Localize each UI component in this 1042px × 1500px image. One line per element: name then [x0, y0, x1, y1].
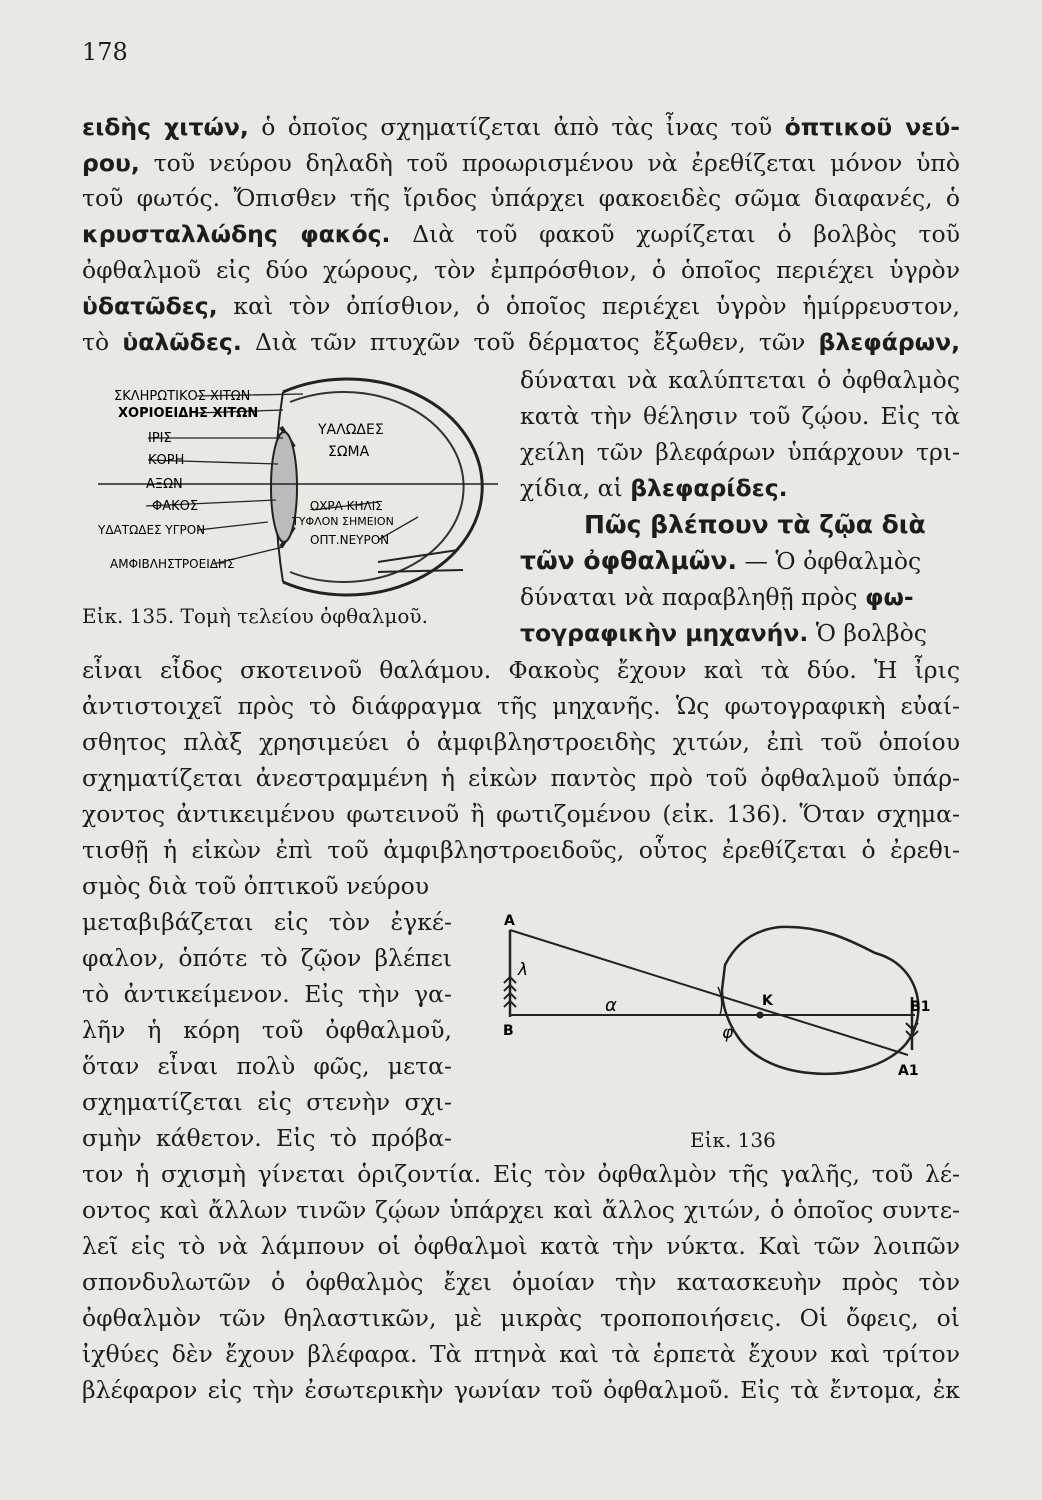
label-vitreous-1: ΥΑΛΩΔΕΣ: [318, 422, 384, 438]
text-line: σθητος πλὰξ χρησιμεύει ὁ ἀμφιβληστροειδὴς χιτών, ἐπὶ τοῦ ὁποίου: [82, 728, 960, 756]
text-line: δύναται νὰ καλύπτεται ὁ ὀφθαλμὸς: [520, 366, 960, 394]
sclera-outline: [283, 379, 482, 595]
text-line: σχηματίζεται ἀνεστραμμένη ἡ εἰκὼν παντὸς πρὸ τοῦ ὀφθαλμοῦ ὑπάρ-: [82, 764, 960, 792]
text-line: ὅταν εἶναι πολὺ φῶς, μετα-: [82, 1052, 452, 1080]
point-k: [757, 1012, 764, 1019]
text-line: τον ἡ σχισμὴ γίνεται ὁριζοντία. Εἰς τὸν ὀφθαλμὸν τῆς γαλῆς, τοῦ λέ-: [82, 1160, 960, 1188]
text-line: βλέφαρον εἰς τὴν ἐσωτερικὴν γωνίαν τοῦ ὀφθαλμοῦ. Εἰς τὰ ἔντομα, ἐκ: [82, 1376, 960, 1404]
label-k: K: [762, 993, 773, 1009]
text-line: ειδὴς χιτών, ὁ ὁποῖος σχηματίζεται ἀπὸ τὰς ἶνας τοῦ ὀπτικοῦ νεύ-: [82, 113, 960, 141]
label-blind-spot: ΤΥΦΛΟΝ ΣΗΜΕΙΟΝ: [292, 515, 394, 528]
label-aqueous: ΥΔΑΤΩΔΕΣ ΥΓΡΟΝ: [98, 523, 206, 537]
label-lens: ΦΑΚΟΣ: [152, 499, 199, 514]
label-lambda: λ: [518, 960, 529, 980]
label-b1: B1: [910, 999, 931, 1015]
text-line: σμὴν κάθετον. Εἰς τὸ πρόβα-: [82, 1124, 452, 1152]
section-heading: Πῶς βλέπουν τὰ ζῷα διὰ: [584, 510, 926, 539]
text-line: χίδια, αἱ βλεφαρίδες.: [520, 474, 788, 502]
text-line: ὀφθαλμὸν τῶν θηλαστικῶν, μὲ μικρὰς τροποποιήσεις. Οἱ ὄφεις, οἱ: [82, 1304, 960, 1332]
label-retina: ΑΜΦΙΒΛΗΣΤΡΟΕΙΔΗΣ: [110, 557, 235, 571]
text-line: εἶναι εἶδος σκοτεινοῦ θαλάμου. Φακοὺς ἔχουν καὶ τὰ δύο. Ἡ ἶρις: [82, 656, 960, 684]
figure-136: [490, 905, 960, 1085]
text-line: τὸ ὑαλῶδες. Διὰ τῶν πτυχῶν τοῦ δέρματος ἔξωθεν, τῶν βλεφάρων,: [82, 328, 961, 356]
text-line: λεῖ εἰς τὸ νὰ λάμπουν οἱ ὀφθαλμοὶ κατὰ τὴν νύκτα. Καὶ τῶν λοιπῶν: [82, 1232, 960, 1260]
label-macula: ΩΧΡΑ ΚΗΛΙΣ: [310, 499, 383, 513]
text-line: τισθῇ ἡ εἰκὼν ἐπὶ τοῦ ἀμφιβληστροειδοῦς, οὗτος ἐρεθίζεται ὁ ἐρεθι-: [82, 836, 960, 864]
ray-a-a1: [510, 930, 908, 1055]
text-line: τογραφικὴν μηχανήν. Ὁ βολβὸς: [520, 619, 927, 647]
label-vitreous-2: ΣΩΜΑ: [328, 444, 370, 460]
label-alpha: α: [605, 995, 617, 1016]
label-b: B: [503, 1023, 514, 1039]
text-line: ρου, τοῦ νεύρου δηλαδὴ τοῦ προωρισμένου νὰ ἐρεθίζεται μόνον ὑπὸ: [82, 149, 960, 177]
label-optic-nerve: ΟΠΤ.ΝΕΥΡΟΝ: [310, 533, 390, 547]
label-a: A: [504, 913, 515, 929]
text-line: δύναται νὰ παραβληθῇ πρὸς φω-: [520, 583, 914, 611]
figure-135: [78, 372, 508, 612]
figure-136-caption: Εἰκ. 136: [690, 1128, 776, 1152]
text-line: κατὰ τὴν θέλησιν τοῦ ζῴου. Εἰς τὰ: [520, 402, 960, 430]
text-line: μεταβιβάζεται εἰς τὸν ἐγκέ-: [82, 908, 452, 936]
text-line: λῆν ἡ κόρη τοῦ ὀφθαλμοῦ,: [82, 1016, 452, 1044]
label-a1: A1: [898, 1063, 919, 1079]
text-line: κρυσταλλώδης φακός. Διὰ τοῦ φακοῦ χωρίζεται ὁ βολβὸς τοῦ: [82, 220, 960, 248]
label-sclera: ΣΚΛΗΡΩΤΙΚΟΣ ΧΙΤΩΝ: [114, 389, 251, 404]
text-line: σμὸς διὰ τοῦ ὀπτικοῦ νεύρου: [82, 872, 430, 900]
text-line: τὸ ἀντικείμενον. Εἰς τὴν γα-: [82, 980, 452, 1008]
optic-nerve-line: [378, 570, 463, 572]
label-axis: ΑΞΩΝ: [146, 477, 183, 492]
text-line: σπονδυλωτῶν ὁ ὀφθαλμὸς ἔχει ὁμοίαν τὴν κατασκευὴν πρὸς τὸν: [82, 1268, 960, 1296]
text-line: οντος καὶ ἄλλων τινῶν ζῴων ὑπάρχει καὶ ἄλλος χιτών, ὁ ὁποῖος συντε-: [82, 1196, 960, 1224]
figure-135-caption: Εἰκ. 135. Τομὴ τελείου ὀφθαλμοῦ.: [82, 604, 428, 628]
text-line: ἰχθύες δὲν ἔχουν βλέφαρα. Τὰ πτηνὰ καὶ τὰ ἑρπετὰ ἔχουν καὶ τρίτον: [82, 1340, 960, 1368]
label-iris: ΙΡΙΣ: [148, 431, 172, 446]
text-line: φαλον, ὁπότε τὸ ζῷον βλέπει: [82, 944, 452, 972]
text-line: σχηματίζεται εἰς στενὴν σχι-: [82, 1088, 452, 1116]
page-number: 178: [82, 38, 128, 66]
text-line: χείλη τῶν βλεφάρων ὑπάρχουν τρι-: [520, 438, 960, 466]
text-line: ὑδατῶδες, καὶ τὸν ὀπίσθιον, ὁ ὁποῖος περιέχει ὑγρὸν ἡμίρρευστον,: [82, 292, 960, 320]
text-line: ὀφθαλμοῦ εἰς δύο χώρους, τὸν ἐμπρόσθιον, ὁ ὁποῖος περιέχει ὑγρὸν: [82, 256, 960, 284]
eye-cross-section-diagram: [78, 372, 508, 612]
eyeball-outline: [722, 927, 918, 1074]
text-line: τῶν ὀφθαλμῶν. — Ὁ ὀφθαλμὸς: [520, 546, 922, 575]
image-formation-diagram: [490, 905, 960, 1085]
text-line: τοῦ φωτός. Ὄπισθεν τῆς ἴριδος ὑπάρχει φακοειδὲς σῶμα διαφανές, ὁ: [82, 184, 960, 212]
label-pupil: ΚΟΡΗ: [148, 453, 185, 468]
label-phi: φ: [722, 1023, 734, 1043]
text-line: χοντος ἀντικειμένου φωτεινοῦ ἢ φωτιζομένου (εἰκ. 136). Ὅταν σχημα-: [82, 800, 960, 828]
text-line: ἀντιστοιχεῖ πρὸς τὸ διάφραγμα τῆς μηχανῆς. Ὡς φωτογραφικὴ εὐαί-: [82, 692, 960, 720]
label-choroid: ΧΟΡΙΟΕΙΔΗΣ ΧΙΤΩΝ: [118, 406, 259, 421]
